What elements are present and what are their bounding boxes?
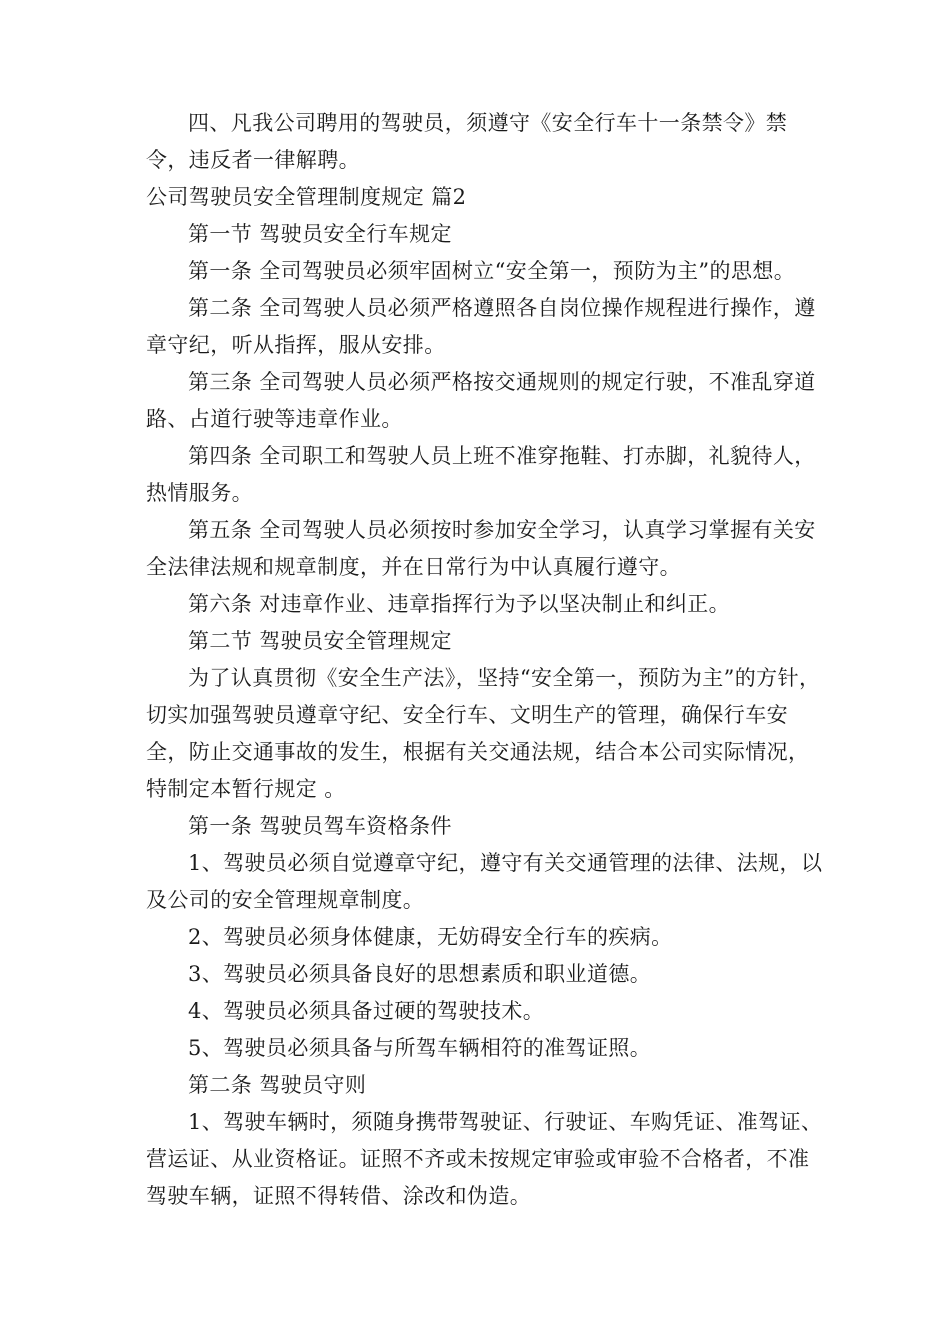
section-title: 第一节 驾驶员安全行车规定 (188, 222, 452, 246)
paragraph: 为了认真贯彻《安全生产法》，坚持“安全第一，预防为主”的方针，切实加强驾驶员遵章守纪、安全行车、文明生产的管理，确保行车安全，防止交通事故的发生，根据有关交通法规，结合本公司实际情况，特制定本暂行规定 。 (146, 666, 821, 801)
list-item: 4、驾驶员必须具备过硬的驾驶技术。 (188, 999, 545, 1023)
list-item: 1、驾驶员必须自觉遵章守纪，遵守有关交通管理的法律、法规，以及公司的安全管理规章制度。 (146, 851, 823, 912)
paragraph: 第五条 全司驾驶人员必须按时参加安全学习，认真学习掌握有关安全法律法规和规章制度，并在日常行为中认真履行遵守。 (146, 518, 816, 579)
paragraph: 第四条 全司职工和驾驶人员上班不准穿拖鞋、打赤脚，礼貌待人，热情服务。 (146, 444, 816, 505)
article-title: 第二条 驾驶员守则 (188, 1073, 367, 1097)
list-item: 2、驾驶员必须身体健康，无妨碍安全行车的疾病。 (188, 925, 673, 949)
section-title: 第二节 驾驶员安全管理规定 (188, 629, 452, 653)
list-item: 5、驾驶员必须具备与所驾车辆相符的准驾证照。 (188, 1036, 652, 1060)
document-body (146, 105, 826, 1215)
list-item: 1、驾驶车辆时，须随身携带驾驶证、行驶证、车购凭证、准驾证、营运证、从业资格证。证照不齐或未按规定审验或审验不合格者，不准驾驶车辆，证照不得转借、涂改和伪造。 (146, 1110, 823, 1208)
paragraph: 第六条 对违章作业、违章指挥行为予以坚决制止和纠正。 (188, 592, 731, 616)
paragraph: 第一条 全司驾驶员必须牢固树立“安全第一，预防为主”的思想。 (188, 259, 796, 283)
list-item: 3、驾驶员必须具备良好的思想素质和职业道德。 (188, 962, 652, 986)
paragraph: 四、凡我公司聘用的驾驶员，须遵守《安全行车十一条禁令》禁令，违反者一律解聘。 (146, 111, 788, 172)
paragraph: 第二条 全司驾驶人员必须严格遵照各自岗位操作规程进行操作，遵章守纪，听从指挥，服从安排。 (146, 296, 816, 357)
section-heading: 公司驾驶员安全管理制度规定 篇2 (146, 185, 467, 209)
article-title: 第一条 驾驶员驾车资格条件 (188, 814, 452, 838)
paragraph: 第三条 全司驾驶人员必须严格按交通规则的规定行驶，不准乱穿道路、占道行驶等违章作业。 (146, 370, 816, 431)
